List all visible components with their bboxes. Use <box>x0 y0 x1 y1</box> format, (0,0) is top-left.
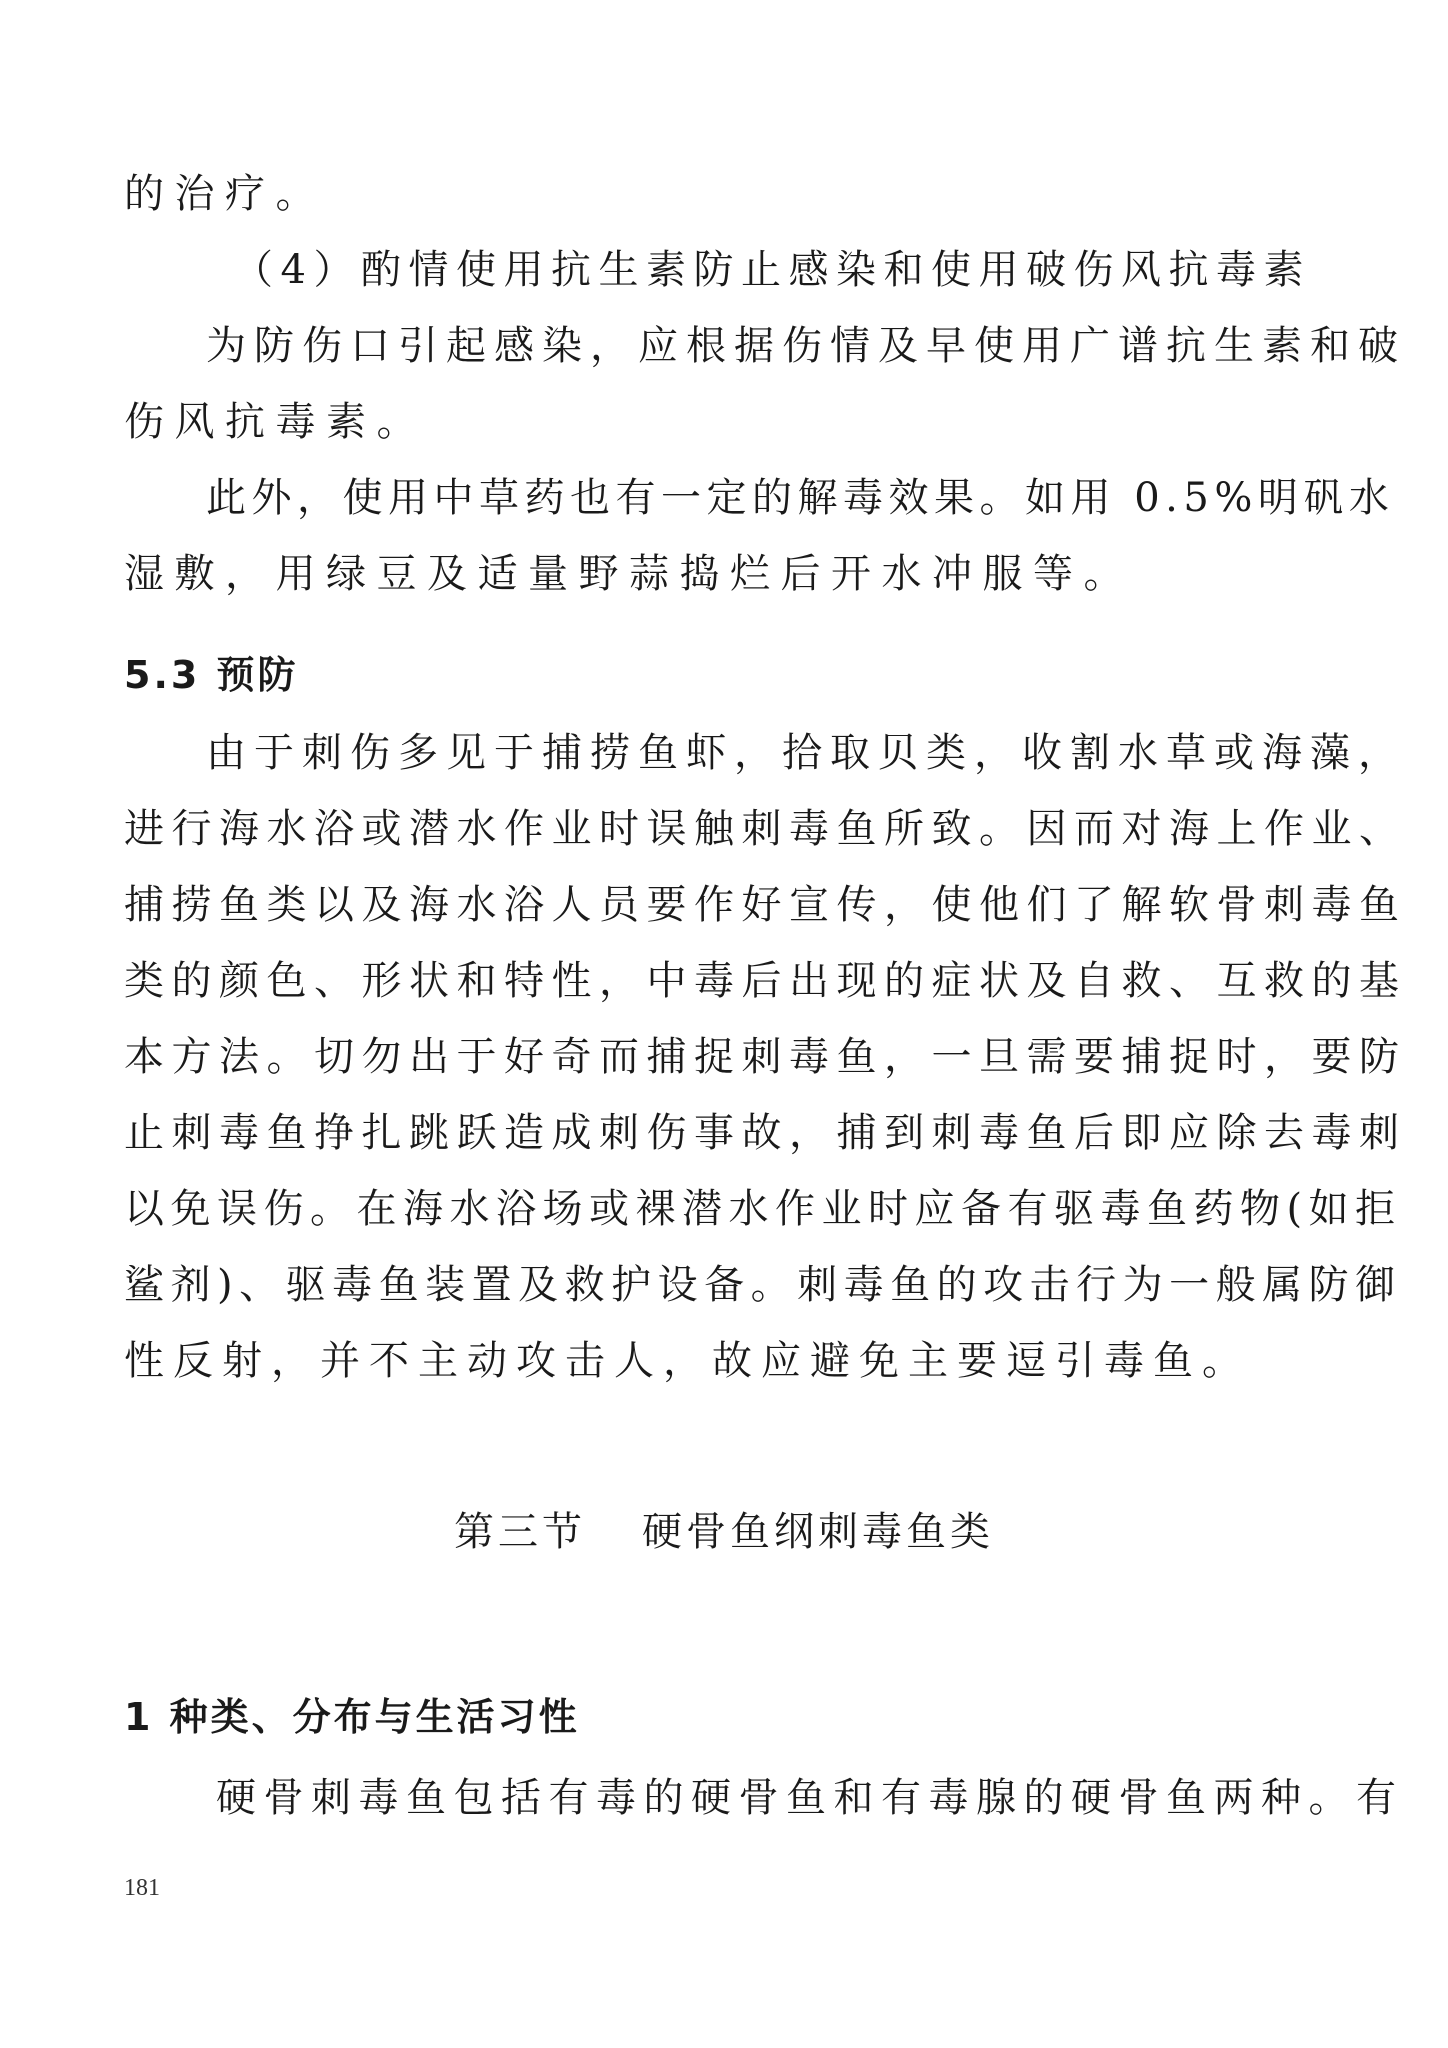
paragraph-line: 此外，使用中草药也有一定的解毒效果。如用 0.5%明矾水 <box>206 475 1395 521</box>
paragraph-line: 由于刺伤多见于捕捞鱼虾，拾取贝类，收割水草或海藻， <box>206 730 1406 776</box>
paragraph-line: 湿敷，用绿豆及适量野蒜捣烂后开水冲服等。 <box>124 551 1134 597</box>
text-line: 的治疗。 <box>124 171 326 217</box>
section-heading: 1 种类、分布与生活习性 <box>124 1695 580 1739</box>
paragraph-line: 性反射，并不主动攻击人，故应避免主要逗引毒鱼。 <box>124 1338 1251 1384</box>
section-name: 硬骨鱼纲刺毒鱼类 <box>642 1509 994 1555</box>
section-number: 第三节 <box>454 1509 586 1555</box>
item-heading: （4）酌情使用抗生素防止感染和使用破伤风抗毒素 <box>233 247 1311 293</box>
paragraph-line: 捕捞鱼类以及海水浴人员要作好宣传，使他们了解软骨刺毒鱼 <box>124 882 1407 928</box>
subsection-heading: 5.3 预防 <box>124 653 299 697</box>
paragraph-line: 本方法。切勿出于好奇而捕捉刺毒鱼，一旦需要捕捉时，要防 <box>124 1034 1407 1080</box>
paragraph-line: 为防伤口引起感染，应根据伤情及早使用广谱抗生素和破 <box>206 323 1406 369</box>
paragraph-line: 硬骨刺毒鱼包括有毒的硬骨鱼和有毒腺的硬骨鱼两种。有 <box>216 1775 1404 1821</box>
paragraph-line: 止刺毒鱼挣扎跳跃造成刺伤事故，捕到刺毒鱼后即应除去毒刺 <box>124 1110 1407 1156</box>
paragraph-line: 以免误伤。在海水浴场或裸潜水作业时应备有驱毒鱼药物(如拒 <box>124 1186 1402 1232</box>
page-number: 181 <box>124 1875 160 1901</box>
paragraph-line: 伤风抗毒素。 <box>124 399 427 445</box>
section-title <box>0 1506 1448 1558</box>
paragraph-line: 进行海水浴或潜水作业时误触刺毒鱼所致。因而对海上作业、 <box>124 806 1407 852</box>
paragraph-line: 鲨剂)、驱毒鱼装置及救护设备。刺毒鱼的攻击行为一般属防御 <box>124 1262 1402 1308</box>
paragraph-line: 类的颜色、形状和特性，中毒后出现的症状及自救、互救的基 <box>124 958 1407 1004</box>
